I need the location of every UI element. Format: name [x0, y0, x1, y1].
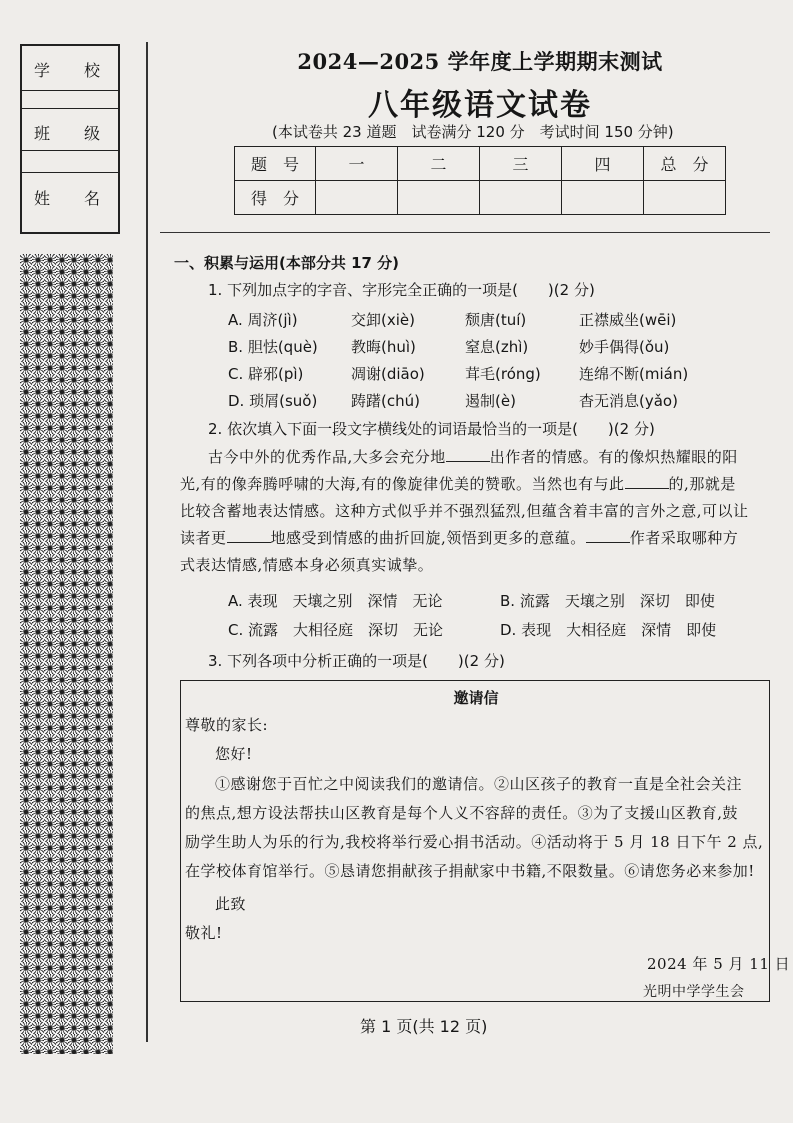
q1-option-a-2: 交卸(xiè) [351, 311, 415, 329]
score-cell[interactable] [562, 181, 644, 215]
q2-passage-line-3: 比较含蓄地表达情感。这种方式似乎并不强烈猛烈,但蕴含着丰富的言外之意,可以让 [180, 502, 749, 520]
divider [22, 90, 118, 91]
q2-option-b: B. 流露 天壤之别 深切 即使 [500, 592, 715, 610]
q1-option-c-2: 凋谢(diāo) [351, 365, 425, 383]
q1-option-a-1: A. 周济(jì) [228, 311, 298, 329]
exam-subtitle: 八年级语文试卷 [368, 88, 592, 123]
exam-info: (本试卷共 23 道题 试卷满分 120 分 考试时间 150 分钟) [272, 123, 674, 141]
letter-salutation: 尊敬的家长: [185, 716, 269, 734]
letter-line-4: 在学校体育馆举行。⑤恳请您捐献孩子捐献家中书籍,不限数量。⑥请您务必来参加! [185, 862, 755, 880]
q1-option-b-1: B. 胆怯(què) [228, 338, 318, 356]
q1-option-d-2: 踌躇(chú) [351, 392, 420, 410]
letter-title: 邀请信 [453, 689, 499, 707]
score-table [234, 146, 726, 215]
q1-option-c-4: 连绵不断(mián) [579, 365, 689, 383]
question-2-stem: 2. 依次填入下面一段文字横线处的词语最恰当的一项是( )(2 分) [208, 420, 655, 438]
question-3-stem: 3. 下列各项中分析正确的一项是( )(2 分) [208, 652, 505, 670]
fill-blank[interactable] [446, 449, 490, 462]
letter-greeting: 您好! [215, 745, 253, 763]
divider [22, 172, 118, 173]
q1-option-c-1: C. 辟邪(pì) [228, 365, 304, 383]
fill-blank[interactable] [586, 530, 630, 543]
divider [22, 150, 118, 151]
header-divider [160, 232, 770, 233]
letter-closing-2: 敬礼! [185, 924, 223, 942]
letter-date: 2024 年 5 月 11 日 [647, 955, 791, 973]
divider [22, 108, 118, 109]
exam-title: 2024—2025 学年度上学期期末测试 [297, 49, 663, 74]
section-title: 一、积累与运用(本部分共 17 分) [174, 254, 400, 272]
letter-line-3: 励学生助人为乐的行为,我校将举行爱心捐书活动。④活动将于 5 月 18 日下午 2 点, [185, 833, 764, 851]
fill-blank[interactable] [227, 530, 271, 543]
page-number: 第 1 页(共 12 页) [360, 1017, 488, 1036]
q2-option-a: A. 表现 天壤之别 深情 无论 [228, 592, 443, 610]
invitation-letter-box [180, 680, 791, 1002]
score-cell[interactable] [398, 181, 480, 215]
q1-option-b-3: 窒息(zhì) [465, 338, 529, 356]
letter-signature: 光明中学学生会 [643, 984, 745, 1000]
binding-line [146, 42, 148, 1042]
q1-option-b-2: 教晦(huì) [351, 338, 416, 356]
q2-option-c: C. 流露 大相径庭 深切 无论 [228, 621, 444, 639]
table-cell: 四 [562, 147, 644, 181]
table-cell: 总 分 [644, 147, 726, 181]
letter-line-1: ①感谢您于百忙之中阅读我们的邀请信。②山区孩子的教育一直是全社会关注 [215, 775, 743, 793]
q1-option-a-3: 颓唐(tuí) [465, 311, 527, 329]
student-info-box: 学 校 班 级 姓 名 [20, 44, 120, 234]
binding-pattern [20, 254, 113, 1054]
q1-option-b-4: 妙手偶得(ǒu) [579, 338, 670, 356]
q2-passage-line-2: 光,有的像奔腾呼啸的大海,有的像旋律优美的赞歌。当然也有与此 的,那就是 [180, 475, 736, 493]
fill-blank[interactable] [625, 476, 669, 489]
q1-option-d-4: 杳无消息(yǎo) [579, 392, 678, 410]
score-table-score-row [235, 181, 726, 215]
question-1-stem: 1. 下列加点字的字音、字形完全正确的一项是( )(2 分) [208, 281, 595, 299]
q1-option-a-4: 正襟威坐(wēi) [579, 311, 677, 329]
score-cell[interactable] [480, 181, 562, 215]
table-cell: 得 分 [235, 181, 316, 215]
table-cell: 二 [398, 147, 480, 181]
letter-line-2: 的焦点,想方设法帮扶山区教育是每个人义不容辞的责任。③为了支援山区教育,鼓 [185, 804, 739, 822]
table-cell: 题 号 [235, 147, 316, 181]
q2-passage-line-4: 读者更 地感受到情感的曲折回旋,领悟到更多的意蕴。 作者采取哪种方 [180, 529, 739, 547]
q1-option-d-3: 遏制(è) [465, 392, 516, 410]
table-cell: 一 [316, 147, 398, 181]
q2-option-d: D. 表现 大相径庭 深情 即使 [500, 621, 717, 639]
q1-option-d-1: D. 琐屑(suǒ) [228, 392, 318, 410]
score-cell[interactable] [316, 181, 398, 215]
score-cell[interactable] [644, 181, 726, 215]
letter-closing-1: 此致 [215, 895, 247, 913]
q2-passage-line-5: 式表达情感,情感本身必须真实诚挚。 [180, 556, 434, 574]
q1-option-c-3: 茸毛(róng) [465, 365, 541, 383]
table-cell: 三 [480, 147, 562, 181]
q2-passage-line-1: 古今中外的优秀作品,大多会充分地 出作者的情感。有的像炽热耀眼的阳 [208, 448, 738, 466]
score-table-header-row [235, 147, 726, 181]
